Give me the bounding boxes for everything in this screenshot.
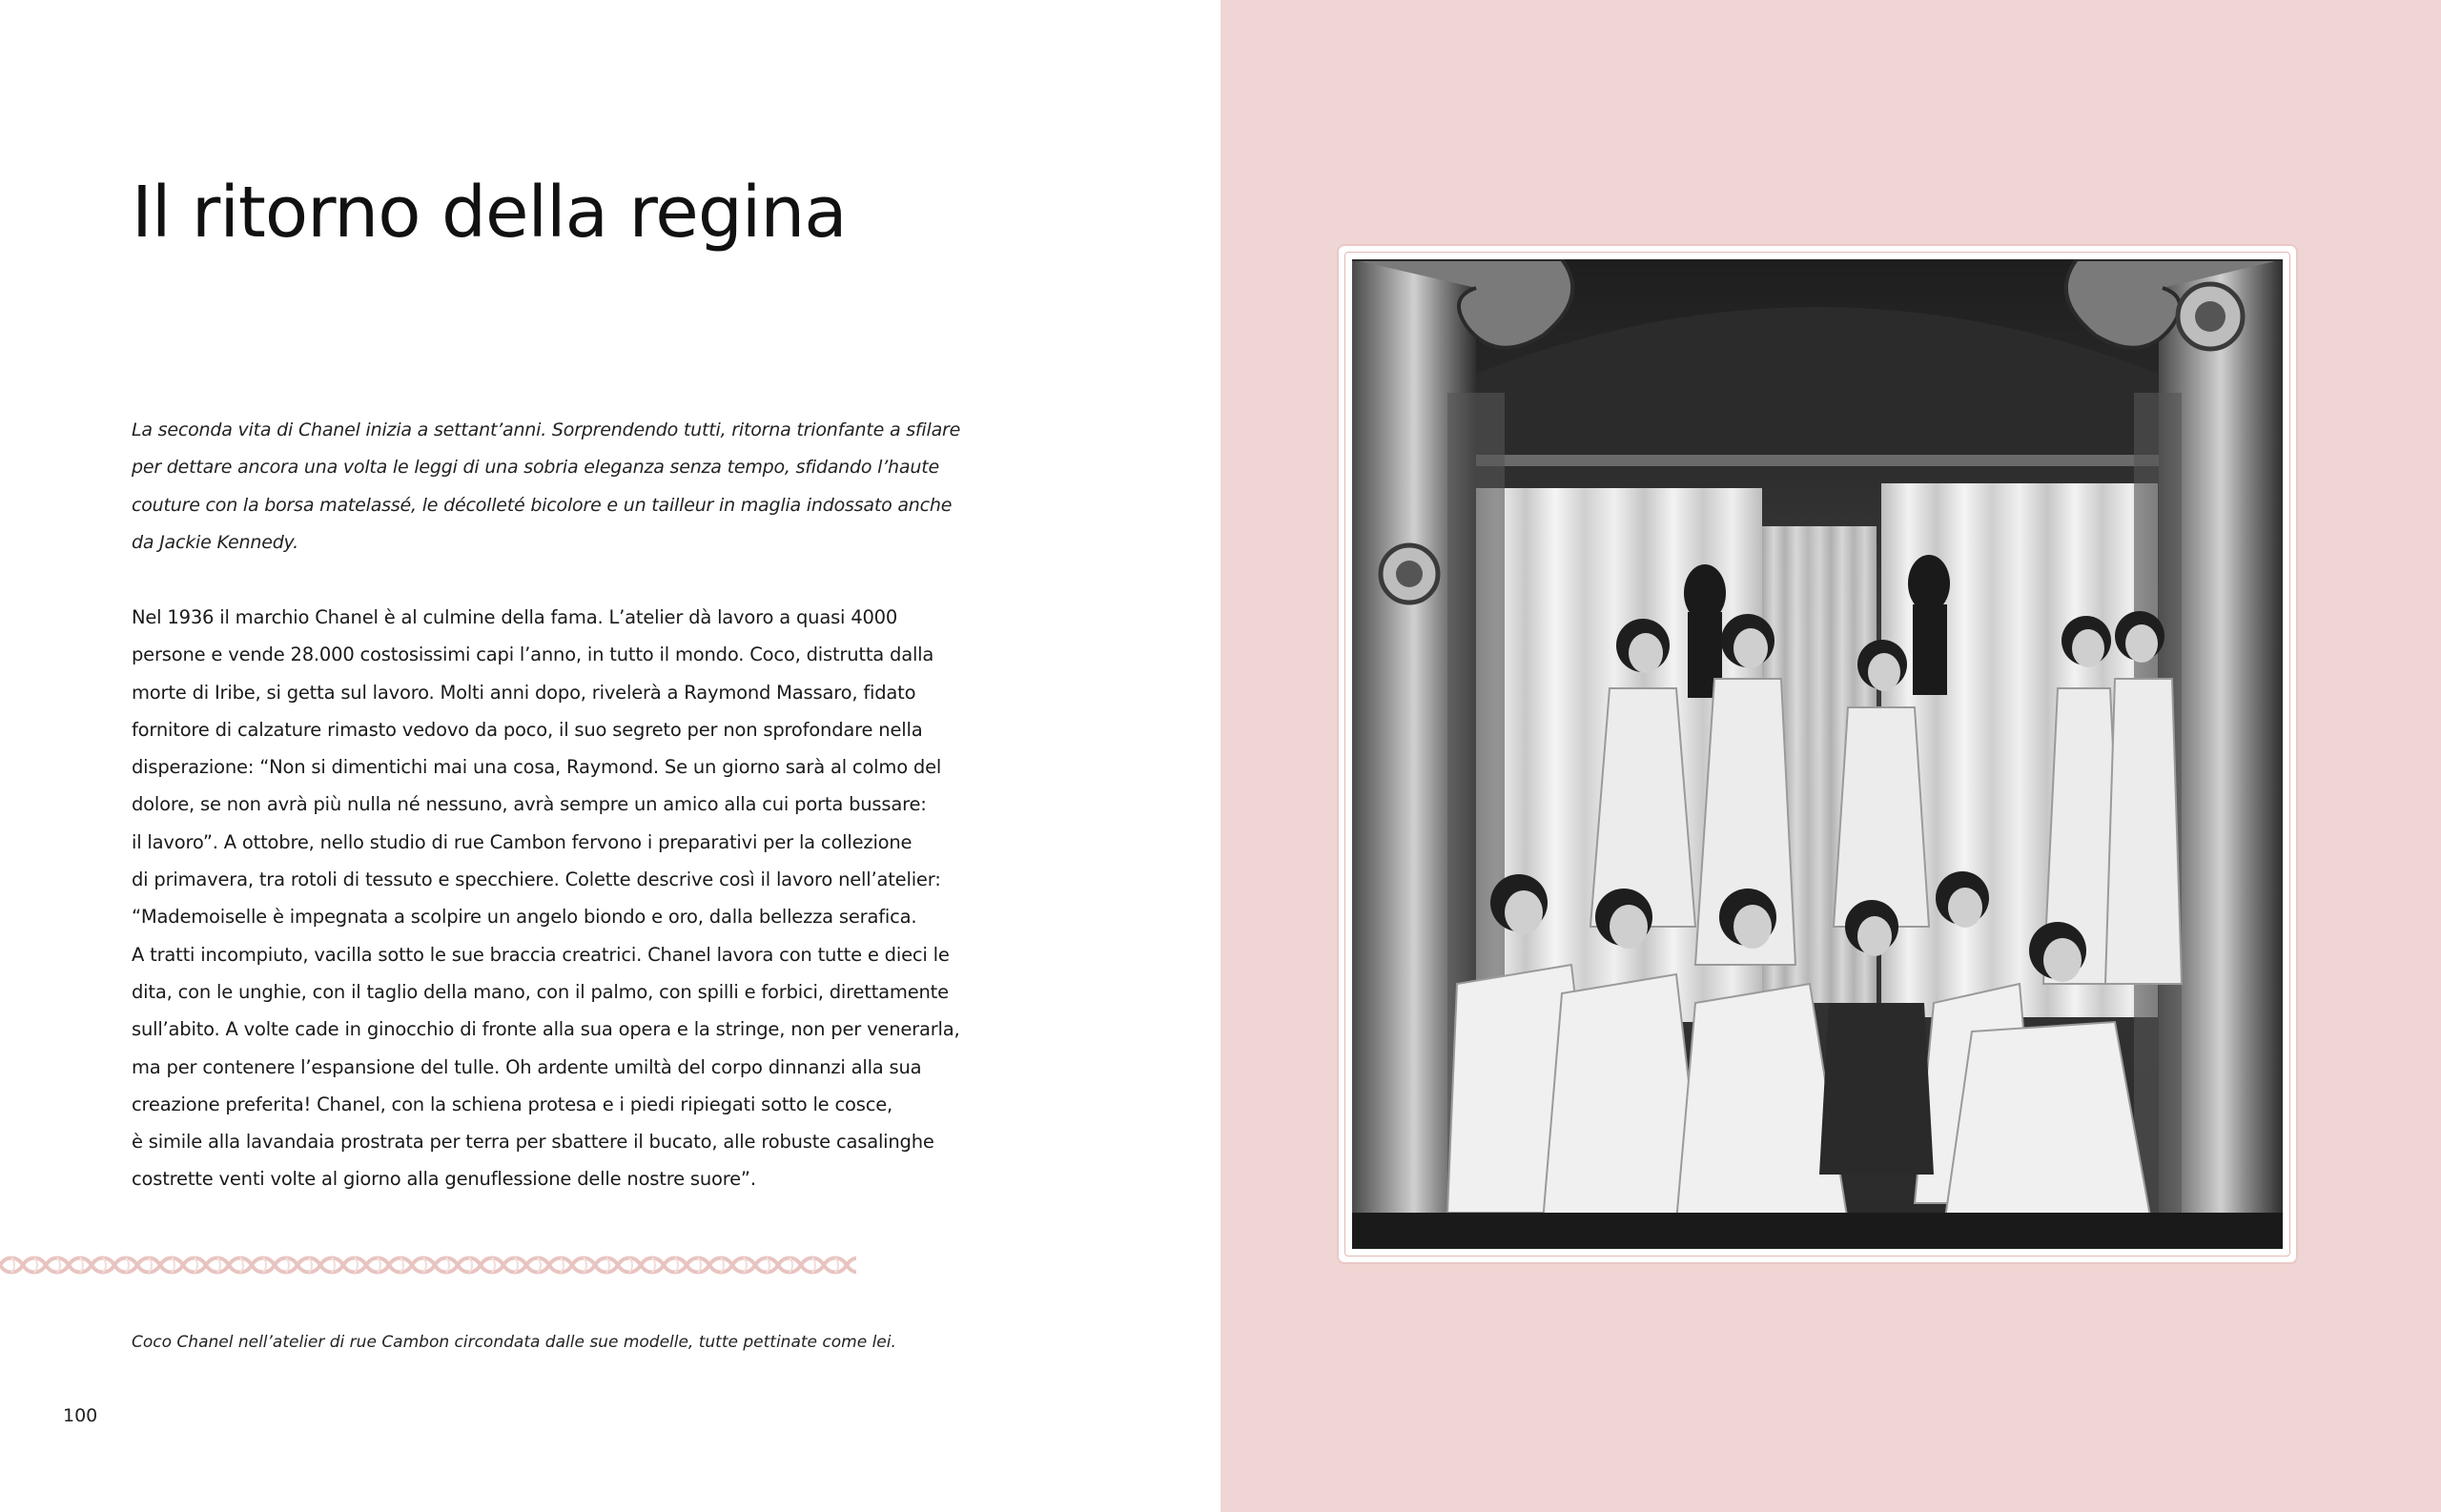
intro-line: couture con la borsa matelassé, le décolleté bicolore e un tailleur in maglia indossato anche [132,494,953,516]
page-number: 100 [63,1405,98,1426]
body-line: persone e vende 28.000 costosissimi capi l’anno, in tutto il mondo. Coco, distrutta dalla [132,644,934,666]
intro-line: da Jackie Kennedy. [132,531,298,553]
body-line: dolore, se non avrà più nulla né nessuno, avrà sempre un amico alla cui porta bussare: [132,793,927,816]
intro-line: per dettare ancora una volta le leggi di una sobria eleganza senza tempo, sfidando l’haute [132,457,939,479]
intro-line: La seconda vita di Chanel inizia a settant’anni. Sorprendendo tutti, ritorna trionfante a sfilare [132,419,961,440]
page-title: Il ritorno della regina [132,172,847,254]
body-line: “Mademoiselle è impegnata a scolpire un angelo biondo e oro, dalla bellezza serafica. [132,906,917,929]
atelier-photo-illustration [1352,259,2283,1249]
body-line: A tratti incompiuto, vacilla sotto le sue braccia creatrici. Chanel lavora con tutte e dieci le [132,943,950,966]
left-page [0,0,1220,1512]
body-line: ma per contenere l’espansione del tulle. Oh ardente umiltà del corpo dinnanzi alla sua [132,1055,922,1078]
body-line: è simile alla lavandaia prostrata per terra per sbattere il bucato, alle robuste casalinghe [132,1131,934,1154]
body-paragraph [132,599,960,1198]
braid-divider [0,1255,856,1276]
body-line: dita, con le unghie, con il taglio della mano, con il palmo, con spilli e forbici, direttamente [132,980,949,1003]
body-line: disperazione: “Non si dimentichi mai una cosa, Raymond. Se un giorno sarà al colmo del [132,756,942,779]
body-line: creazione preferita! Chanel, con la schiena protesa e i piedi ripiegati sotto le cosce, [132,1093,893,1115]
photo-frame [1339,246,2296,1262]
body-line: il lavoro”. A ottobre, nello studio di rue Cambon fervono i preparativi per la collezione [132,830,913,853]
body-line: costrette venti volte al giorno alla genuflessione delle nostre suore”. [132,1168,756,1191]
body-line: morte di Iribe, si getta sul lavoro. Molti anni dopo, rivelerà a Raymond Massaro, fidato [132,681,916,704]
atelier-photo [1352,259,2283,1249]
photo-caption: Coco Chanel nell’atelier di rue Cambon circondata dalle sue modelle, tutte pettinate come lei. [132,1333,896,1352]
intro-paragraph [132,412,961,562]
body-line: sull’abito. A volte cade in ginocchio di fronte alla sua opera e la stringe, non per venerarla, [132,1018,960,1041]
body-line: di primavera, tra rotoli di tessuto e specchiere. Colette descrive così il lavoro nell’atelier: [132,868,941,891]
body-line: fornitore di calzature rimasto vedovo da poco, il suo segreto per non sprofondare nella [132,718,923,741]
body-line: Nel 1936 il marchio Chanel è al culmine della fama. L’atelier dà lavoro a quasi 4000 [132,606,898,628]
